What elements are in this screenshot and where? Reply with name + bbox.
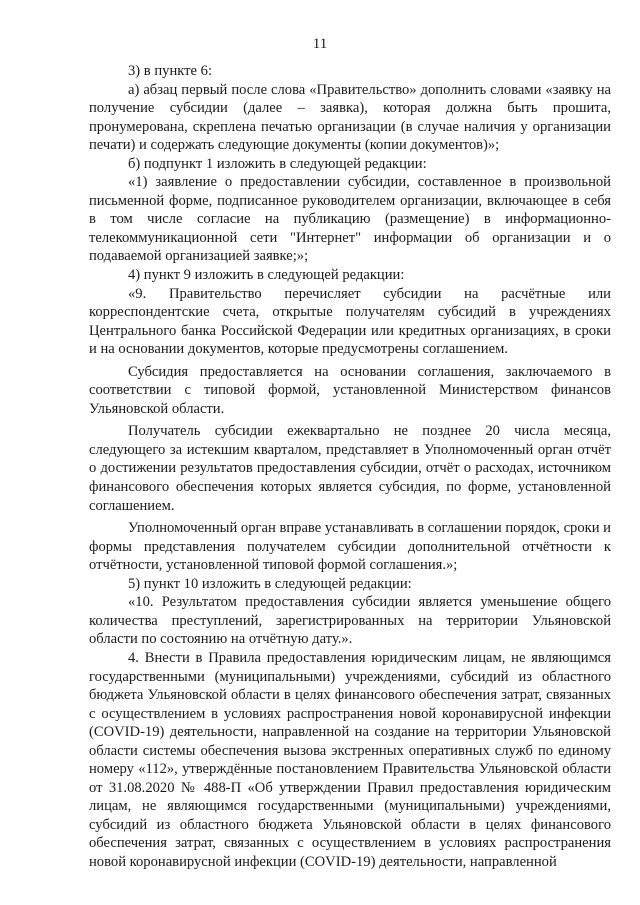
paragraph-authorized-body: Уполномоченный орган вправе устанавливать в соглашении порядок, сроки и формы представления получателем субсидии дополнительной отчётности к отчётности, установленной типовой формой соглашения.»; (89, 520, 611, 574)
paragraph-recipient-report: Получатель субсидии ежеквартально не позднее 20 числа месяца, следующего за истекшим кварталом, представляет в Уполномоченный орган отчёт о достижении результатов предоставления субсидии, отчёт о расходах, источником финансового обеспечения которых является субсидия, по форме, установленной соглашением. (89, 423, 611, 514)
paragraph-item-4: 4) пункт 9 изложить в следующей редакции: (128, 267, 405, 284)
paragraph-subitem-b: б) подпункт 1 изложить в следующей редакции: (128, 155, 427, 172)
paragraph-quote-9: «9. Правительство перечисляет субсидии на расчётные или корреспондентские счета, открытые получателям субсидий в учреждениях Центрального банка Российской Федерации или кредитных организациях, в сроки и на основании документов, которые предусмотрены соглашением. (89, 285, 611, 358)
paragraph-item-3: 3) в пункте 6: (128, 63, 213, 79)
paragraph-subsidy-agreement: Субсидия предоставляется на основании соглашения, заключаемого в соответствии с типовой формой, установленной Министерством финансов Ульяновской области. (89, 363, 611, 417)
document-body (89, 62, 611, 872)
paragraph-quote-10: «10. Результатом предоставления субсидии является уменьшение общего количества преступлений, зарегистрированных на территории Ульяновской области по состоянию на отчётную дату.». (89, 594, 611, 648)
paragraph-subitem-a: а) абзац первый после слова «Правительство» дополнить словами «заявку на получение субсидии (далее – заявка), которая должна быть прошита, пронумерована, скреплена печатью организации (в случае наличия у организации печати) и содержать следующие документы (копии документов)»; (89, 81, 611, 154)
paragraph-quote-1: «1) заявление о предоставлении субсидии, составленное в произвольной письменной форме, подписанное руководителем организации, включающее в себя в том числе согласие на публикацию (размещение) в информационно-телекоммуникационной сети "Интернет" информации об организации и о подаваемой организацией заявке;»; (89, 174, 611, 265)
paragraph-item-5: 5) пункт 10 изложить в следующей редакции: (128, 575, 412, 592)
page-number: 11 (312, 36, 328, 52)
paragraph-section-4: 4. Внести в Правила предоставления юридическим лицам, не являющимся государственными (муниципальными) учреждениями, субсидий из областного бюджета Ульяновской области в целях финансового обеспечения затрат, связанных с осуществлением в условиях распространения новой коронавирусной инфекции (COVID-19) деятельности, направленной на создание на территории Ульяновской области системы обеспечения вызова экстренных оперативных служб по единому номеру «112», утверждённые постановлением Правительства Ульяновской области от 31.08.2020 № 488-П «Об утверждении Правил предоставления юридическим лицам, не являющимся государственными (муниципальными) учреждениями, субсидий из областного бюджета Ульяновской области в целях финансового обеспечения затрат, связанных с осуществлением в условиях распространения новой коронавирусной инфекции (COVID-19) деятельности, направленной (89, 649, 611, 870)
